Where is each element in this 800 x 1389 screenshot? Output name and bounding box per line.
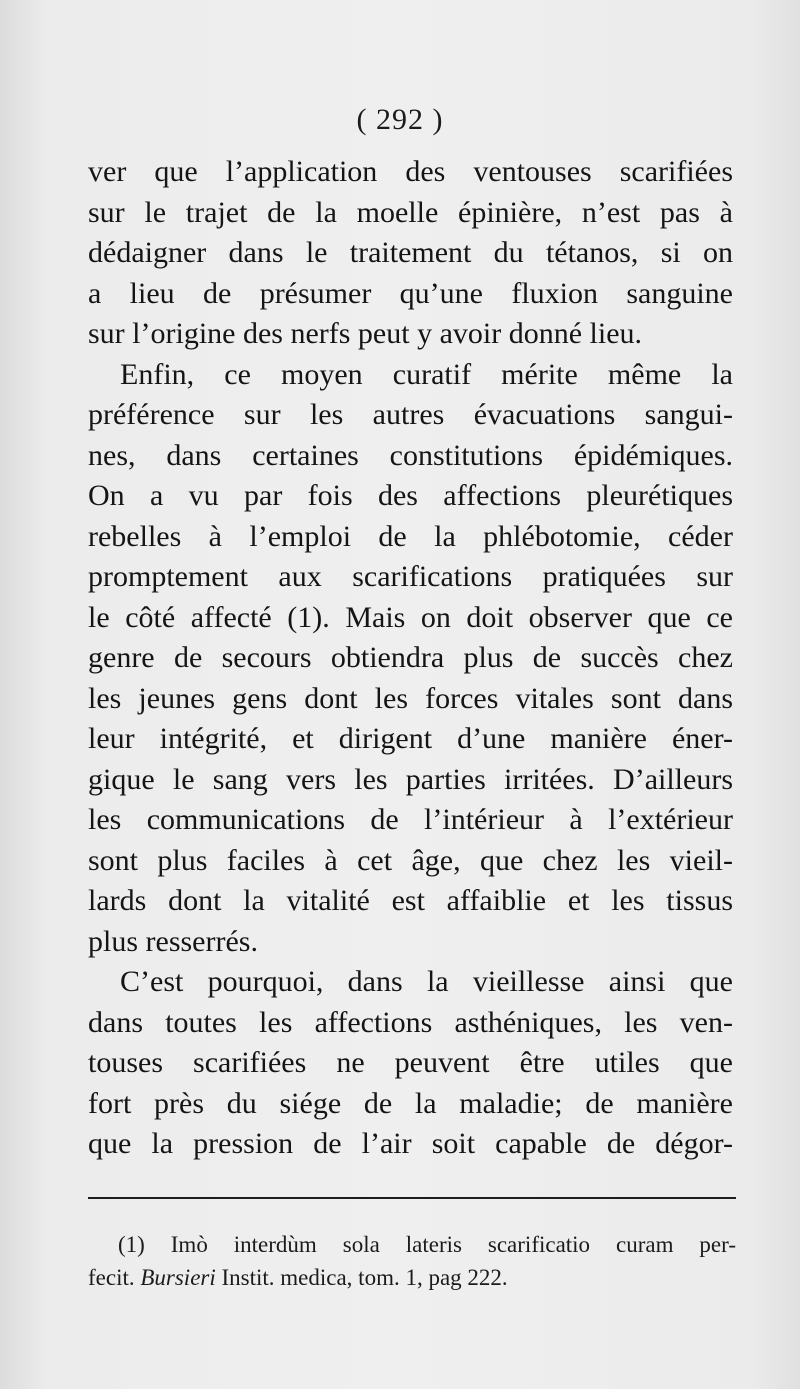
text-line: dans toutes les affections asthéniques, les ven-: [88, 1005, 733, 1039]
footnote-text: fecit.: [88, 1265, 135, 1290]
text-line: gique le sang vers les parties irritées. D’ailleurs: [88, 762, 733, 796]
footnote-author: Bursieri: [140, 1265, 216, 1290]
text-line: sont plus faciles à cet âge, que chez les vieil-: [88, 843, 733, 877]
footnote: [88, 1228, 736, 1294]
text-line: genre de secours obtiendra plus de succès chez: [88, 641, 733, 674]
text-line: touses scarifiées ne peuvent être utiles que: [88, 1046, 733, 1079]
footnote-divider: [88, 1197, 736, 1199]
text-line: fort près du siége de la maladie; de manière: [88, 1086, 733, 1120]
page-number: ( 292 ): [356, 103, 444, 136]
text-line: plus resserrés.: [88, 924, 258, 958]
text-line: On a vu par fois des affections pleurétiques: [88, 479, 733, 512]
text-line: promptement aux scarifications pratiquées sur: [88, 560, 733, 593]
paragraph-start-line: C’est pourquoi, dans la vieillesse ainsi que: [120, 965, 733, 998]
text-line: rebelles à l’emploi de la phlébotomie, céder: [88, 519, 733, 553]
text-line: a lieu de présumer qu’une fluxion sanguine: [88, 276, 733, 310]
text-line: que la pression de l’air soit capable de dégor-: [88, 1127, 733, 1160]
body-text: [88, 152, 733, 1165]
text-line: ver que l’application des ventouses scarifiées: [88, 155, 733, 188]
text-line: leur intégrité, et dirigent d’une manière éner-: [88, 722, 733, 755]
text-line: dédaigner dans le traitement du tétanos, si on: [88, 236, 733, 269]
text-line: préférence sur les autres évacuations sangui-: [88, 398, 733, 431]
text-line: sur l’origine des nerfs peut y avoir donné lieu.: [88, 317, 643, 350]
footnote-line: (1) Imò interdùm sola lateris scarificatio curam per-: [118, 1232, 736, 1257]
text-line: lards dont la vitalité est affaiblie et les tissus: [88, 884, 733, 917]
footnote-text: Instit. medica, tom. 1, pag 222.: [221, 1265, 508, 1290]
text-line: les jeunes gens dont les forces vitales sont dans: [88, 681, 733, 715]
text-line: les communications de l’intérieur à l’extérieur: [88, 803, 733, 836]
text-line: le côté affecté (1). Mais on doit observer que ce: [88, 600, 733, 634]
paragraph-start-line: Enfin, ce moyen curatif mérite même la: [120, 357, 733, 391]
text-line: nes, dans certaines constitutions épidémiques.: [88, 438, 733, 472]
text-line: sur le trajet de la moelle épinière, n’est pas à: [88, 195, 733, 229]
footnote-line: [88, 1261, 736, 1294]
